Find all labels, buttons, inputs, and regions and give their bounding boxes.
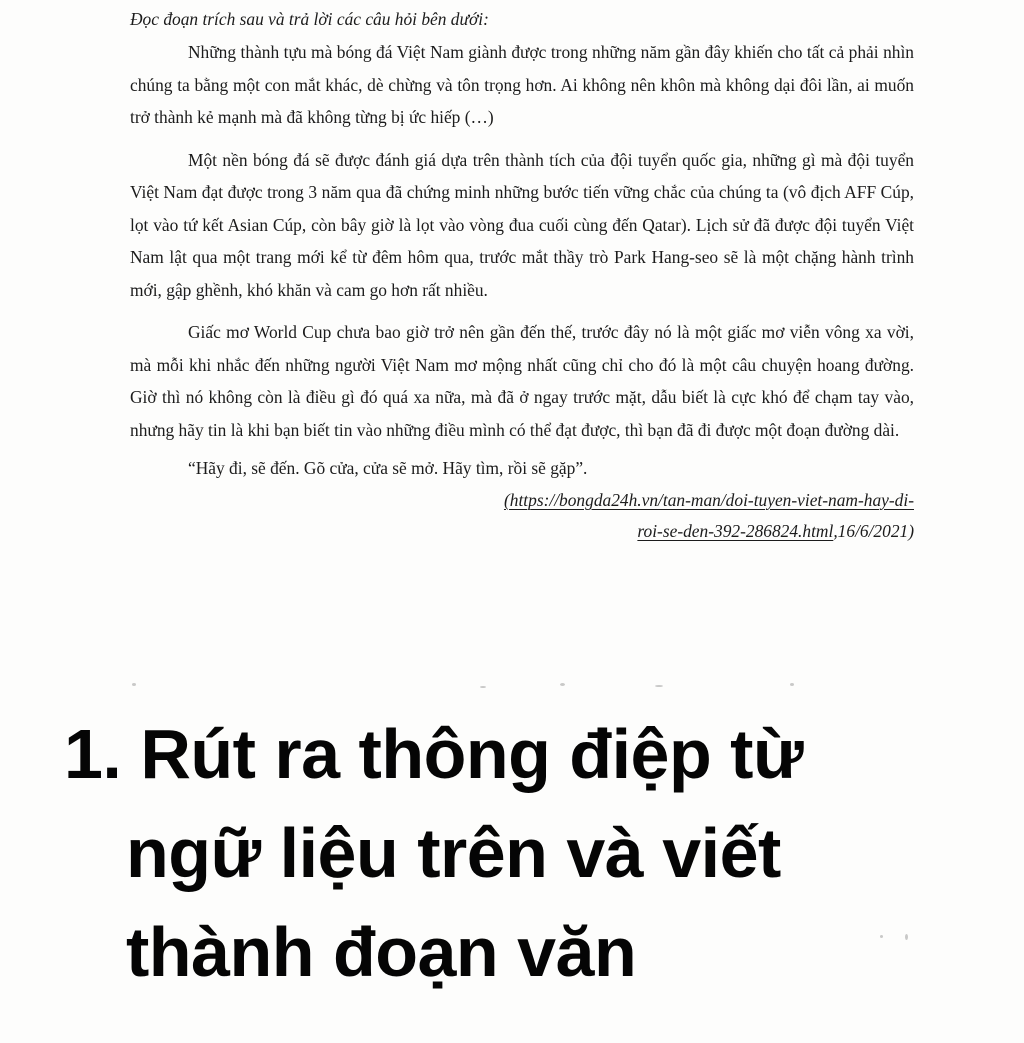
source-link-part-1: (https://bongda24h.vn/tan-man/doi-tuyen-viet-nam-hay-di- <box>503 489 914 510</box>
scan-smudge <box>132 683 136 686</box>
instruction-text: Đọc đoạn trích sau và trả lời các câu hỏi bên dưới: <box>130 9 489 29</box>
paragraph-1: Những thành tựu mà bóng đá Việt Nam giành được trong những năm gần đây khiến cho tất cả phải nhìn chúng ta bằng một con mắt khác, dè chừng và tôn trọng hơn. Ai không nên khôn mà không dại đôi lần, ai muốn trở thành kẻ mạnh mà đã không từng bị ức hiếp (…) <box>130 42 914 127</box>
source-date: ,16/6/2021) <box>833 520 914 541</box>
paragraph-3: Giấc mơ World Cup chưa bao giờ trở nên gần đến thế, trước đây nó là một giấc mơ viễn vông xa vời, mà mỗi khi nhắc đến những người Việt Nam mơ mộng nhất cũng chỉ cho đó là một câu chuyện hoang đường. Giờ thì nó không còn là điều gì đó quá xa nữa, mà đã ở ngay trước mặt, dẫu biết là cực khó để chạm tay vào, nhưng hãy tin là khi bạn biết tin vào những điều mình có thể đạt được, thì bạn đã đi được một đoạn đường dài. <box>130 322 914 440</box>
scan-smudge <box>560 683 565 686</box>
quote-text: “Hãy đi, sẽ đến. Gõ cửa, cửa sẽ mở. Hãy tìm, rồi sẽ gặp”. <box>188 458 588 478</box>
scan-smudge <box>790 683 794 686</box>
overlay-line-1: 1. Rút ra thông điệp từ <box>64 715 804 793</box>
document-body <box>130 6 914 547</box>
overlay-line-3: thành đoạn văn <box>126 913 637 991</box>
scan-smudge <box>480 686 486 688</box>
source-citation-line-1 <box>130 485 914 516</box>
paragraph-2: Một nền bóng đá sẽ được đánh giá dựa trên thành tích của đội tuyển quốc gia, những gì mà đội tuyển Việt Nam đạt được trong 3 năm qua đã chứng minh những bước tiến vững chắc của chúng ta (vô địch AFF Cúp, lọt vào tứ kết Asian Cúp, còn bây giờ là lọt vào vòng đua cuối cùng đến Qatar). Lịch sử đã được đội tuyển Việt Nam lật qua một trang mới kể từ đêm hôm qua, trước mắt thầy trò Park Hang-seo sẽ là một chặng hành trình mới, gập ghềnh, khó khăn và cam go hơn rất nhiều. <box>130 149 914 300</box>
source-link-part-2: roi-se-den-392-286824.html <box>637 520 834 541</box>
scan-smudge <box>655 685 663 687</box>
source-citation-line-2 <box>130 516 914 547</box>
overlay-question <box>64 705 964 1002</box>
overlay-line-2: ngữ liệu trên và viết <box>126 814 781 892</box>
